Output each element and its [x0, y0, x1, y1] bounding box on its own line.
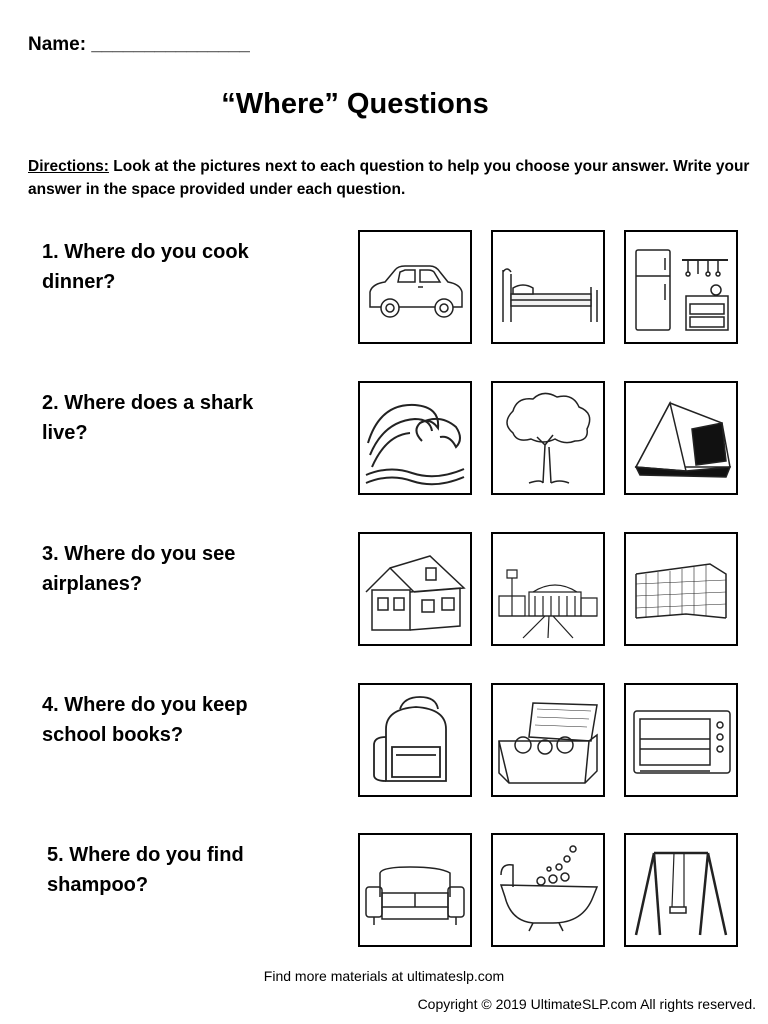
kitchen-icon [626, 232, 736, 342]
question-4 [42, 690, 312, 750]
question-1 [42, 237, 312, 297]
picture-house [358, 532, 472, 646]
picture-kitchen [624, 230, 738, 344]
question-5 [47, 840, 317, 900]
picture-tent [624, 381, 738, 495]
question-2-line1: 2. Where does a shark [42, 392, 254, 414]
picture-soccer-goal [624, 532, 738, 646]
backpack-icon [360, 685, 470, 795]
question-3-line1: 3. Where do you see [42, 543, 236, 565]
directions-label: Directions: [28, 158, 109, 175]
wave-icon [360, 383, 470, 493]
toy-box-icon [493, 685, 603, 795]
footer-copyright: Copyright © 2019 UltimateSLP.com All rights reserved. [417, 996, 756, 1012]
directions [28, 155, 758, 201]
picture-bed [491, 230, 605, 344]
question-4-line2: school books? [42, 724, 184, 746]
picture-backpack [358, 683, 472, 797]
directions-text: Look at the pictures next to each question to help you choose your answer. Write your answer in the space provided under each question. [28, 158, 750, 198]
question-5-line1: 5. Where do you find [47, 844, 244, 866]
goal-icon [626, 534, 736, 644]
picture-ocean-wave [358, 381, 472, 495]
tent-icon [626, 383, 736, 493]
oven-icon [626, 685, 736, 795]
name-field-label: Name: _______________ [28, 34, 250, 55]
question-2 [42, 388, 312, 448]
page-title: “Where” Questions [221, 88, 489, 120]
couch-icon [360, 835, 470, 945]
question-4-line1: 4. Where do you keep [42, 694, 248, 716]
picture-swing-set [624, 833, 738, 947]
question-1-line1: 1. Where do you cook [42, 241, 249, 263]
picture-oven [624, 683, 738, 797]
picture-car [358, 230, 472, 344]
picture-tree [491, 381, 605, 495]
question-5-line2: shampoo? [47, 874, 149, 896]
bed-icon [493, 232, 603, 342]
question-2-line2: live? [42, 422, 88, 444]
airport-icon [493, 534, 603, 644]
picture-bathtub [491, 833, 605, 947]
house-icon [360, 534, 470, 644]
tree-icon [493, 383, 603, 493]
footer-more-materials: Find more materials at ultimateslp.com [263, 968, 505, 984]
question-1-line2: dinner? [42, 271, 116, 293]
bathtub-icon [493, 835, 603, 945]
picture-couch [358, 833, 472, 947]
picture-toy-box [491, 683, 605, 797]
question-3 [42, 539, 312, 599]
question-3-line2: airplanes? [42, 573, 143, 595]
car-icon [360, 232, 470, 342]
picture-airport [491, 532, 605, 646]
swing-set-icon [626, 835, 736, 945]
